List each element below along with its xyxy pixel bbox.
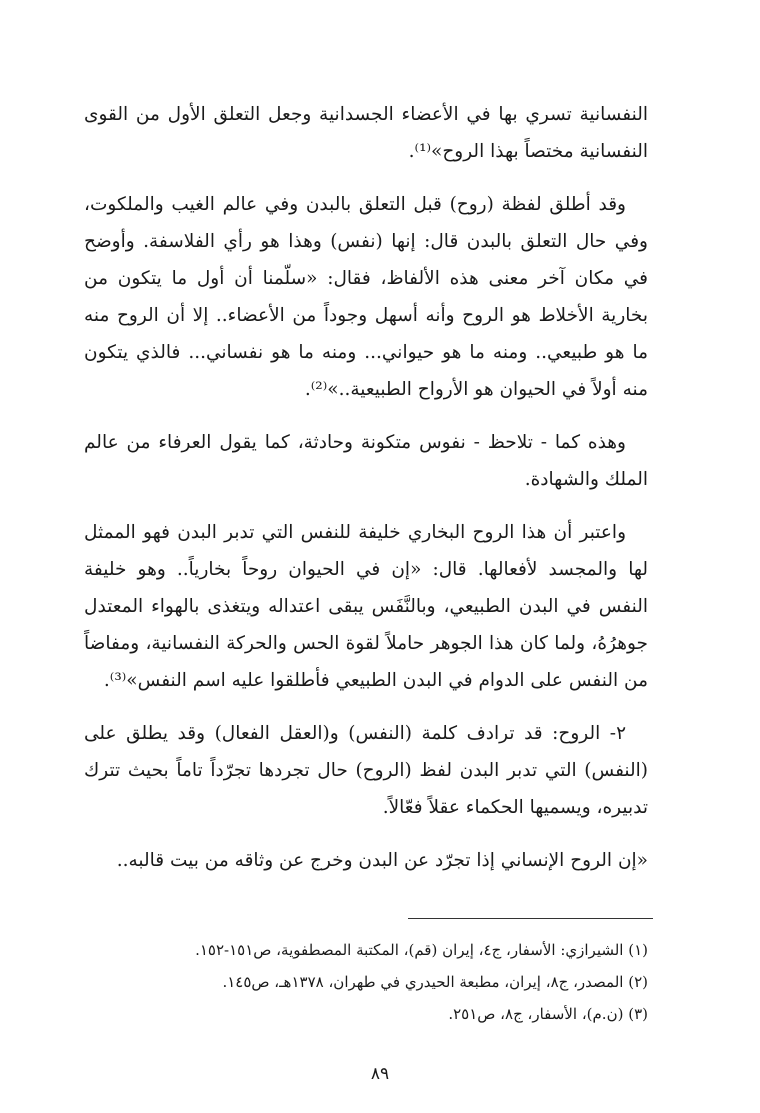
paragraph-3: وهذه كما - تلاحظ - نفوس متكونة وحادثة، كما يقول العرفاء من عالم الملك والشهادة. — [84, 432, 648, 490]
footnote-3: (٣) (ن.م)، الأسفار، ج٨، ص٢٥١. — [448, 1005, 648, 1023]
paragraph-6: «إن الروح الإنساني إذا تجرّد عن البدن وخرج عن وثاقه من بيت قالبه.. — [116, 850, 648, 871]
paragraph-4: واعتبر أن هذا الروح البخاري خليفة للنفس التي تدبر البدن فهو الممثل لها والمجسد لأفعالها. قال: «إن في الحيوان روحاً بخارياً.. وهو خليفة النفس في البدن الطبيعي، وبالنَّفَس يبقى اعتداله ويتغذى بالهواء المعتدل جوهرُهُ، ولما كان هذا الجوهر حاملاً لقوة الحس والحركة النفسانية، ومفاضاً من النفس على الدوام في البدن الطبيعي فأطلقوا عليه اسم النفس»⁽³⁾. — [84, 522, 648, 691]
paragraph-1: النفسانية تسري بها في الأعضاء الجسدانية وجعل التعلق الأول من القوى النفسانية مختصاً بهذا الروح»⁽¹⁾. — [84, 104, 648, 162]
footnotes — [84, 934, 648, 1030]
paragraph-5: ٢- الروح: قد ترادف كلمة (النفس) و(العقل الفعال) وقد يطلق على (النفس) التي تدبر البدن لفظ (الروح) حال تجردها تجرّداً تاماً بحيث تترك تدبيره، ويسميها الحكماء عقلاً فعّالاً. — [84, 723, 648, 818]
footnote-1: (١) الشيرازي: الأسفار، ج٤، إيران (قم)، المكتبة المصطفوية، ص١٥١-١٥٢. — [195, 941, 648, 959]
footnote-divider — [408, 918, 653, 919]
main-text — [84, 96, 648, 895]
footnote-2: (٢) المصدر، ج٨، إيران، مطبعة الحيدري في طهران، ١٣٧٨هـ، ص١٤٥. — [222, 973, 648, 991]
paragraph-2: وقد أطلق لفظة (روح) قبل التعلق بالبدن وفي عالم الغيب والملكوت، وفي حال التعلق بالبدن قال: إنها (نفس) وهذا هو رأي الفلاسفة. وأوضح في مكان آخر معنى هذه الألفاظ، فقال: «سلّمنا أن أول ما يتكون من بخارية الأخلاط هو الروح وأنه أسهل وجوداً من الأعضاء.. إلا أن الروح منه ما هو طبيعي.. ومنه ما هو حيواني... ومنه ما هو نفساني... فالذي يتكون منه أولاً في الحيوان هو الأرواح الطبيعية..»⁽²⁾. — [84, 194, 648, 400]
page-number: ٨٩ — [370, 1064, 390, 1084]
